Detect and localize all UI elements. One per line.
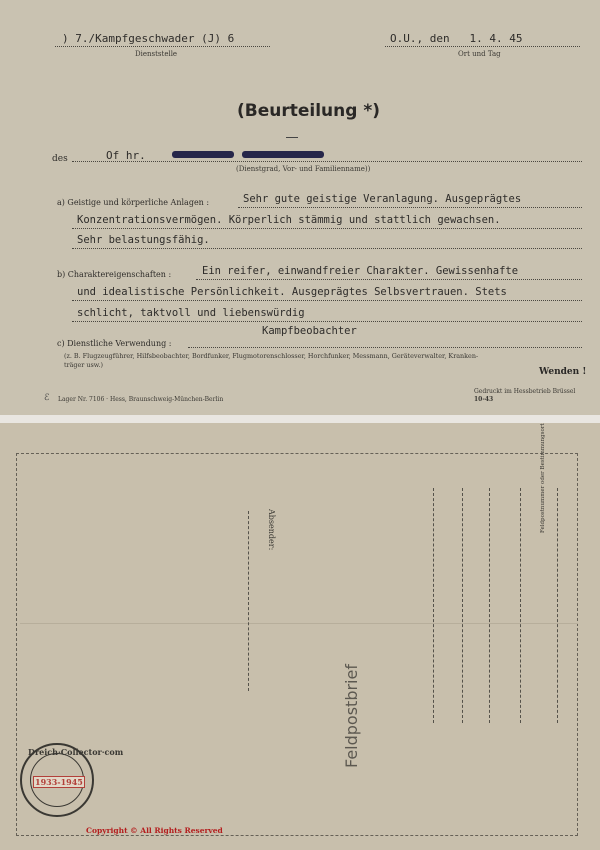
redaction-mark xyxy=(242,151,324,158)
absender-label: Absender: xyxy=(267,509,276,551)
feldpostbrief-title: Feldpostbrief xyxy=(342,664,361,768)
section-c-label: c) Dienstliche Verwendung : xyxy=(57,339,172,348)
form-front-sheet xyxy=(0,0,600,415)
section-c-value: Kampfbeobachter xyxy=(262,325,357,337)
des-label: des xyxy=(52,154,68,164)
printer-logo-icon: ℰ xyxy=(44,393,50,403)
stamp-years: 1933-1945 xyxy=(35,777,83,787)
envelope-border xyxy=(16,453,578,836)
place-date-value: O.U., den 1. 4. 45 xyxy=(390,32,523,45)
form-back-sheet xyxy=(0,423,600,850)
section-a-label: a) Geistige und körperliche Anlagen : xyxy=(57,198,210,207)
unit-value: ) 7./Kampfgeschwader (J) 6 xyxy=(62,32,235,45)
form-title: (Beurteilung *) xyxy=(237,101,381,121)
section-a-line: Sehr gute geistige Veranlagung. Ausgeprägtes xyxy=(243,193,522,205)
section-b-label: b) Charaktereigenschaften : xyxy=(57,270,172,279)
footer-right: Gedruckt im Hessbetrieb Brüssel xyxy=(474,388,576,395)
verwendung-note: (z. B. Flugzeugführer, Hilfsbeobachter, Bordfunker, Flugmotorenschlosser, Horchfunker, Messmann, Geräteverwalter, Kranken- xyxy=(64,352,479,360)
copyright-notice: Copyright © All Rights Reserved xyxy=(86,826,223,835)
footer-right-code: 10-43 xyxy=(474,396,494,403)
place-date-caption: Ort und Tag xyxy=(458,50,501,58)
redaction-mark xyxy=(172,151,234,158)
verwendung-note-cont: träger usw.) xyxy=(64,361,104,369)
section-b-line: schlicht, taktvoll und liebenswürdig xyxy=(77,307,305,319)
wenden-label: Wenden ! xyxy=(539,367,587,377)
section-a-line: Konzentrationsvermögen. Körperlich stämmig und stattlich gewachsen. xyxy=(77,214,501,226)
section-b-line: Ein reifer, einwandfreier Charakter. Gewissenhafte xyxy=(202,265,519,277)
footer-left: Lager Nr. 7106 · Hess, Braunschweig-München-Berlin xyxy=(58,396,224,403)
stamp-text: Dreich·Collector·com xyxy=(28,747,124,757)
collector-stamp xyxy=(20,743,124,817)
name-value: Of hr. xyxy=(106,149,146,162)
unit-caption: Dienststelle xyxy=(135,50,178,58)
section-a-line: Sehr belastungsfähig. xyxy=(77,234,210,246)
fold-line xyxy=(20,623,578,624)
name-caption: (Dienstgrad, Vor- und Familienname)) xyxy=(236,165,371,173)
section-b-line: und idealistische Persönlichkeit. Ausgeprägtes Selbsvertrauen. Stets xyxy=(77,286,507,298)
feldpostnummer-label: Feldpostnummer oder Bestimmungsort xyxy=(540,423,546,533)
